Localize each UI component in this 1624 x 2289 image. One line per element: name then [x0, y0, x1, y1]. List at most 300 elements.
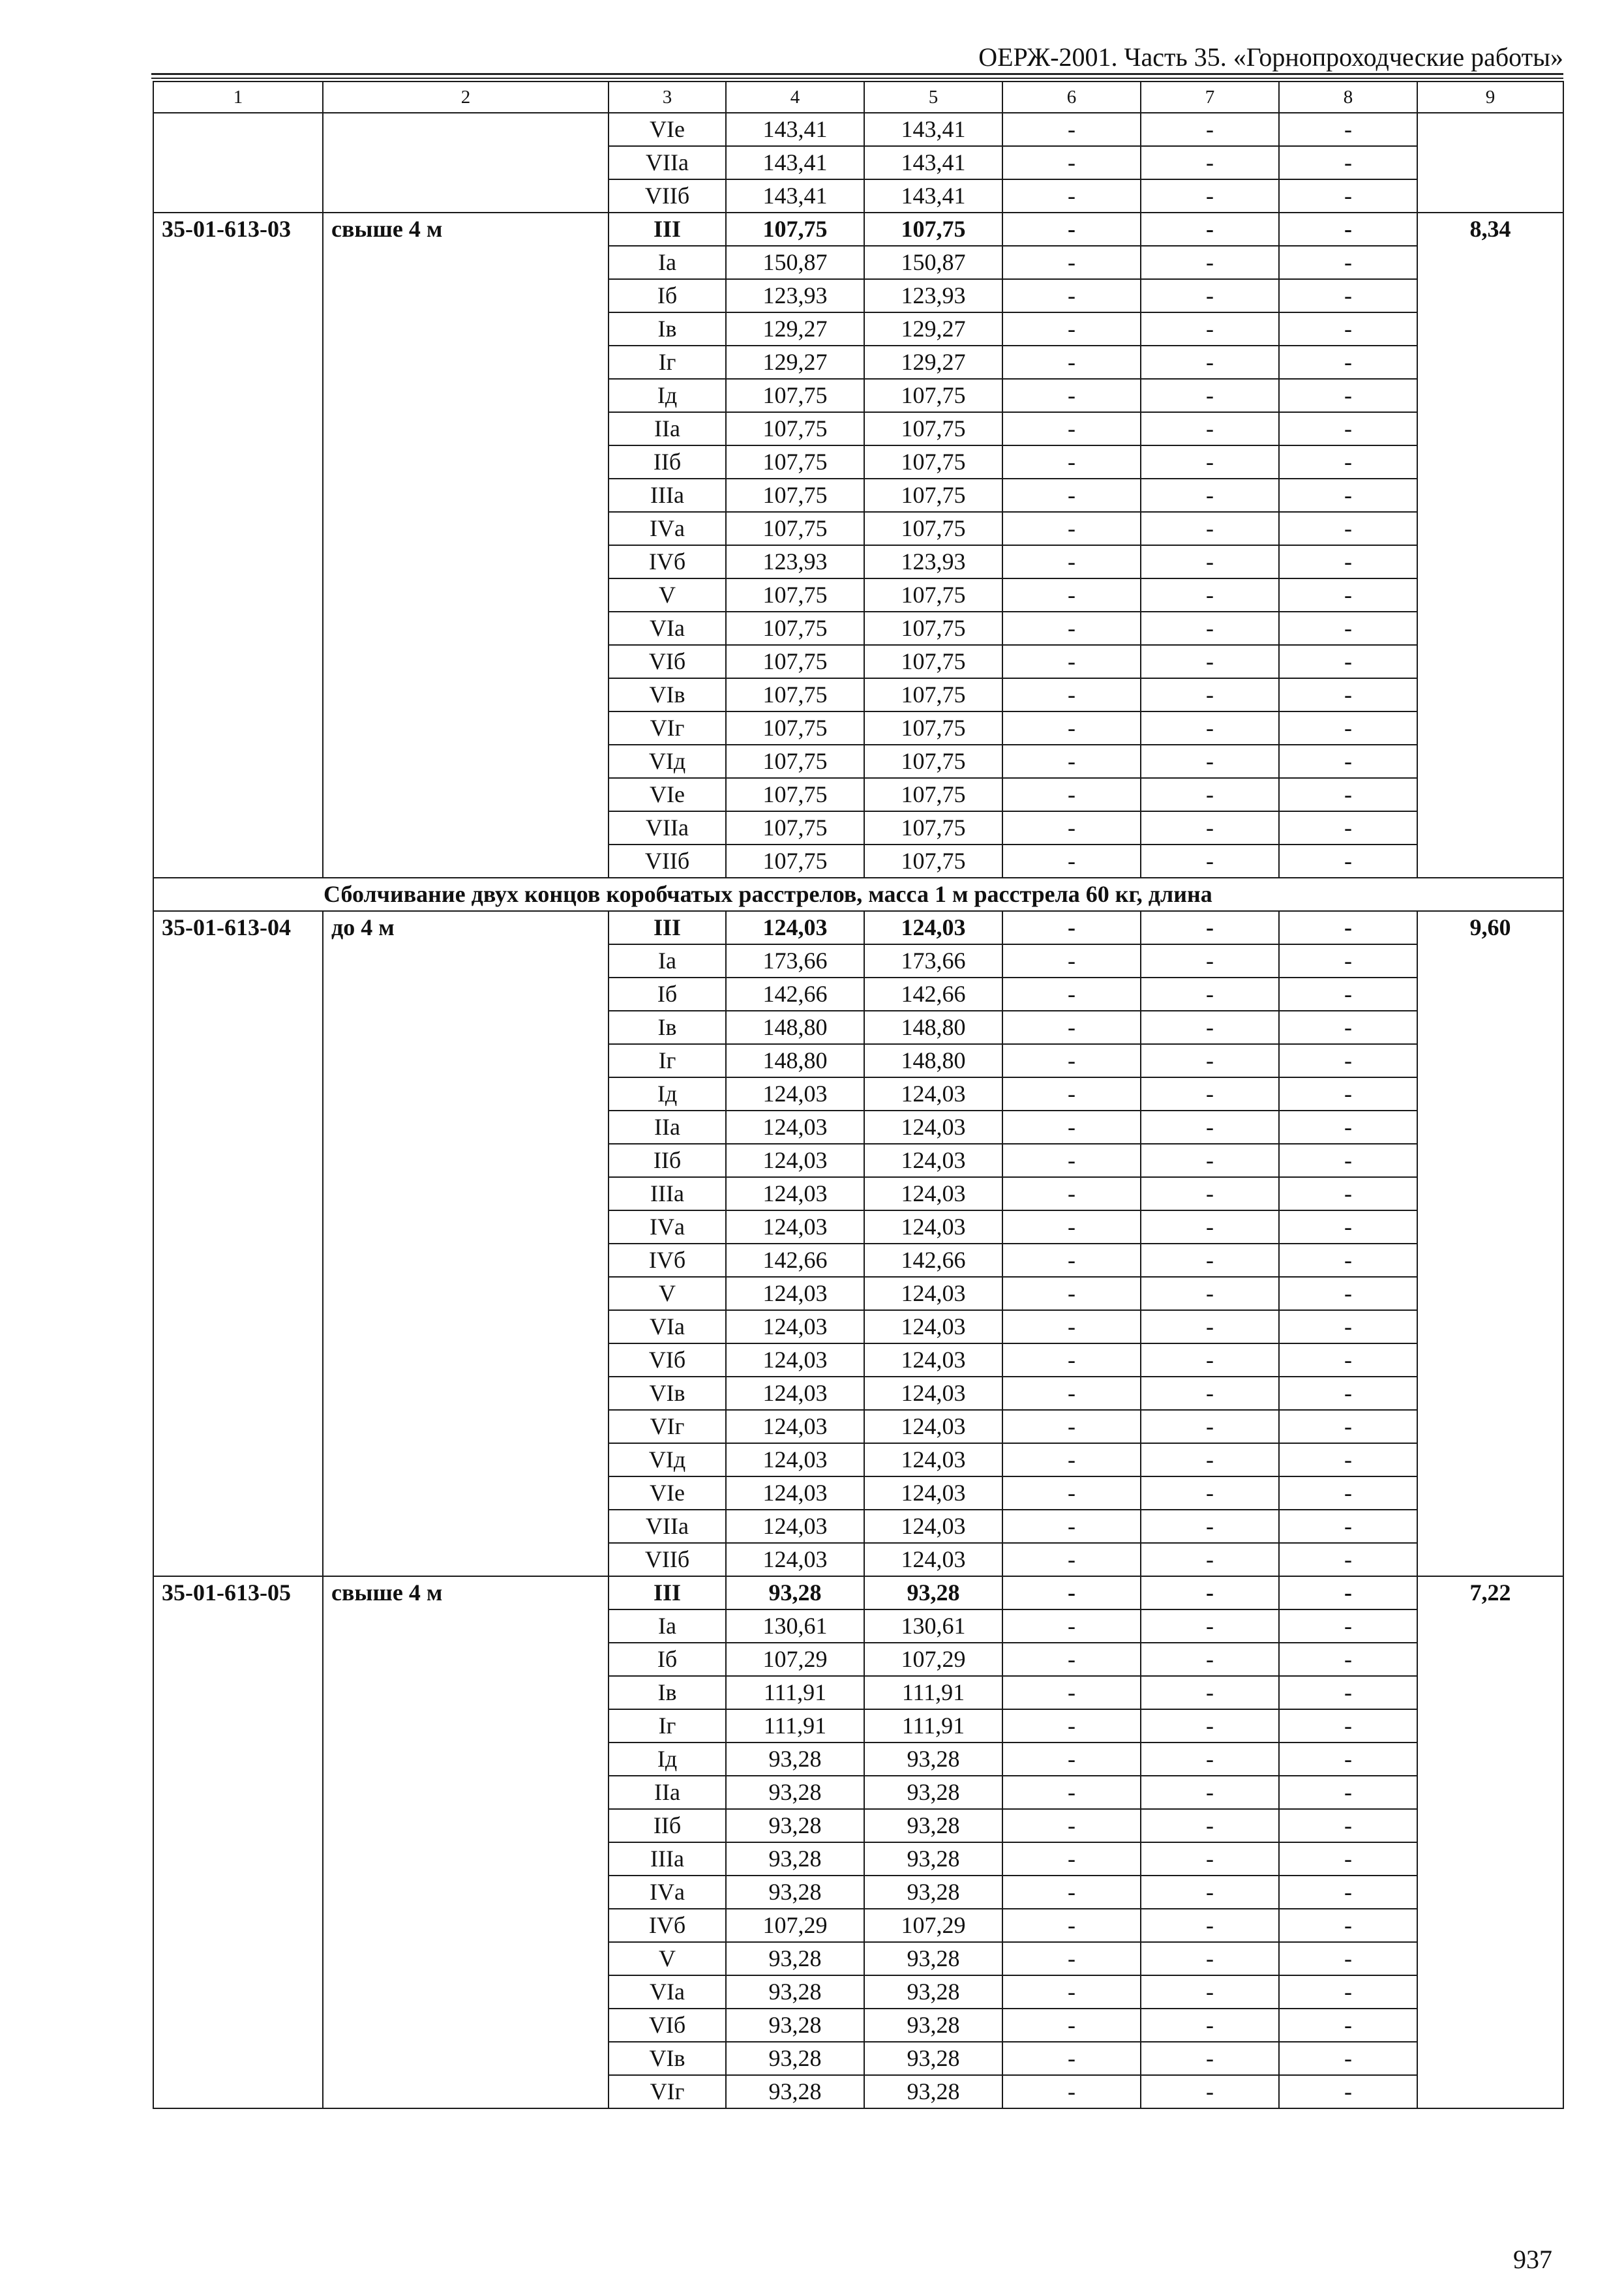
value-cell-6: - [1002, 246, 1141, 279]
value-cell-6: - [1002, 412, 1141, 445]
value-cell-7: - [1141, 1842, 1279, 1876]
value-cell-8: - [1279, 179, 1417, 213]
grade-cell: VIб [609, 2009, 726, 2042]
value-cell-6: - [1002, 845, 1141, 878]
value-cell-8: - [1279, 612, 1417, 645]
grade-cell: Iб [609, 279, 726, 312]
value-cell-8: - [1279, 1443, 1417, 1476]
value-cell-8: - [1279, 978, 1417, 1011]
column-number: 2 [323, 82, 609, 113]
value-cell-8: - [1279, 578, 1417, 612]
grade-cell: Iв [609, 1676, 726, 1709]
value-cell-4: 107,75 [726, 645, 864, 678]
grade-cell: IIIа [609, 1842, 726, 1876]
value-cell-5: 93,28 [864, 1576, 1002, 1609]
value-cell-5: 107,75 [864, 811, 1002, 845]
grade-cell: IIIа [609, 479, 726, 512]
value-cell-6: - [1002, 1077, 1141, 1111]
value-cell-6: - [1002, 1609, 1141, 1643]
value-cell-4: 124,03 [726, 1177, 864, 1210]
value-cell-5: 124,03 [864, 1210, 1002, 1244]
value-cell-6: - [1002, 1709, 1141, 1743]
value-cell-8: - [1279, 246, 1417, 279]
value-cell-5: 111,91 [864, 1676, 1002, 1709]
grade-cell: Iг [609, 1044, 726, 1077]
value-cell-8: - [1279, 1543, 1417, 1576]
grade-cell: IVа [609, 1210, 726, 1244]
value-cell-7: - [1141, 1709, 1279, 1743]
value-cell-5: 93,28 [864, 1876, 1002, 1909]
value-cell-4: 173,66 [726, 944, 864, 978]
grade-cell: III [609, 911, 726, 944]
value-cell-8: - [1279, 1776, 1417, 1809]
grade-cell: VIб [609, 1343, 726, 1377]
value-cell-6: - [1002, 578, 1141, 612]
value-cell-5: 93,28 [864, 2075, 1002, 2108]
grade-cell: VIв [609, 678, 726, 711]
value-cell-8: - [1279, 1975, 1417, 2009]
grade-cell: VIв [609, 2042, 726, 2075]
item-code: 35-01-613-04 [153, 911, 323, 1576]
value-cell-8: - [1279, 312, 1417, 346]
value-cell-7: - [1141, 1543, 1279, 1576]
value-cell-5: 107,75 [864, 213, 1002, 246]
value-cell-6: - [1002, 978, 1141, 1011]
value-cell-8: - [1279, 2075, 1417, 2108]
value-cell-4: 142,66 [726, 1244, 864, 1277]
value-cell-4: 107,75 [726, 745, 864, 778]
value-cell-7: - [1141, 1876, 1279, 1909]
value-cell-8: - [1279, 1942, 1417, 1975]
value-cell-6: - [1002, 1776, 1141, 1809]
value-cell-4: 93,28 [726, 1975, 864, 2009]
value-cell-6: - [1002, 1476, 1141, 1510]
value-cell-4: 124,03 [726, 1476, 864, 1510]
value-cell-7: - [1141, 1776, 1279, 1809]
value-cell-5: 143,41 [864, 179, 1002, 213]
value-cell-4: 107,75 [726, 578, 864, 612]
value-cell-7: - [1141, 1443, 1279, 1476]
value-cell-7: - [1141, 1111, 1279, 1144]
value-cell-5: 93,28 [864, 1942, 1002, 1975]
value-cell-4: 107,75 [726, 213, 864, 246]
value-cell-6: - [1002, 2009, 1141, 2042]
grade-cell: VIа [609, 612, 726, 645]
value-cell-8: - [1279, 1476, 1417, 1510]
value-cell-5: 107,29 [864, 1643, 1002, 1676]
value-cell-5: 124,03 [864, 1177, 1002, 1210]
value-cell-5: 93,28 [864, 1975, 1002, 2009]
value-cell-8: - [1279, 279, 1417, 312]
value-cell-6: - [1002, 445, 1141, 479]
value-cell-5: 142,66 [864, 1244, 1002, 1277]
item-description: свыше 4 м [323, 213, 609, 878]
value-cell-4: 107,75 [726, 778, 864, 811]
value-cell-6: - [1002, 312, 1141, 346]
value-cell-8: - [1279, 2009, 1417, 2042]
value-cell-7: - [1141, 811, 1279, 845]
value-cell-5: 173,66 [864, 944, 1002, 978]
grade-cell: Iд [609, 1743, 726, 1776]
value-cell-4: 124,03 [726, 1277, 864, 1310]
value-cell-6: - [1002, 545, 1141, 578]
value-cell-5: 107,75 [864, 711, 1002, 745]
value-cell-5: 107,75 [864, 612, 1002, 645]
value-cell-7: - [1141, 1177, 1279, 1210]
value-cell-8: - [1279, 1876, 1417, 1909]
value-cell-5: 93,28 [864, 1842, 1002, 1876]
value-cell-4: 124,03 [726, 1111, 864, 1144]
value-cell-8: - [1279, 479, 1417, 512]
value-cell-8: - [1279, 545, 1417, 578]
column-number: 1 [153, 82, 323, 113]
value-cell-8: - [1279, 1177, 1417, 1210]
value-cell-6: - [1002, 645, 1141, 678]
grade-cell: VIе [609, 778, 726, 811]
table-row [153, 113, 1563, 146]
grade-cell: VIIа [609, 811, 726, 845]
value-cell-4: 124,03 [726, 1343, 864, 1377]
grade-cell: VIе [609, 113, 726, 146]
value-cell-4: 124,03 [726, 1410, 864, 1443]
value-cell-8: - [1279, 1909, 1417, 1942]
grade-cell: VIв [609, 1377, 726, 1410]
grade-cell: VIIа [609, 1510, 726, 1543]
value-cell-5: 129,27 [864, 346, 1002, 379]
value-cell-5: 123,93 [864, 545, 1002, 578]
value-cell-8: - [1279, 1743, 1417, 1776]
value-cell-4: 93,28 [726, 1876, 864, 1909]
item-code [153, 113, 323, 213]
value-cell-9: 7,22 [1417, 1576, 1563, 2108]
value-cell-6: - [1002, 745, 1141, 778]
value-cell-4: 124,03 [726, 1377, 864, 1410]
value-cell-6: - [1002, 2075, 1141, 2108]
value-cell-4: 107,75 [726, 845, 864, 878]
value-cell-7: - [1141, 1310, 1279, 1343]
value-cell-7: - [1141, 711, 1279, 745]
column-number: 5 [864, 82, 1002, 113]
value-cell-7: - [1141, 1510, 1279, 1543]
header-rule [151, 73, 1563, 75]
grade-cell: IIа [609, 412, 726, 445]
value-cell-5: 107,75 [864, 578, 1002, 612]
item-description [323, 113, 609, 213]
value-cell-8: - [1279, 1343, 1417, 1377]
value-cell-6: - [1002, 612, 1141, 645]
value-cell-4: 111,91 [726, 1676, 864, 1709]
value-cell-5: 93,28 [864, 1743, 1002, 1776]
value-cell-8: - [1279, 1709, 1417, 1743]
value-cell-4: 123,93 [726, 279, 864, 312]
grade-cell: VIг [609, 711, 726, 745]
value-cell-5: 124,03 [864, 1310, 1002, 1343]
value-cell-7: - [1141, 2009, 1279, 2042]
value-cell-5: 107,75 [864, 778, 1002, 811]
value-cell-7: - [1141, 845, 1279, 878]
value-cell-6: - [1002, 2042, 1141, 2075]
value-cell-6: - [1002, 1377, 1141, 1410]
value-cell-8: - [1279, 1809, 1417, 1842]
value-cell-7: - [1141, 778, 1279, 811]
value-cell-7: - [1141, 612, 1279, 645]
value-cell-4: 129,27 [726, 312, 864, 346]
grade-cell: VIIа [609, 146, 726, 179]
value-cell-7: - [1141, 978, 1279, 1011]
value-cell-7: - [1141, 479, 1279, 512]
value-cell-6: - [1002, 1011, 1141, 1044]
value-cell-4: 124,03 [726, 1210, 864, 1244]
value-cell-6: - [1002, 1809, 1141, 1842]
value-cell-6: - [1002, 1643, 1141, 1676]
value-cell-6: - [1002, 1909, 1141, 1942]
value-cell-8: - [1279, 213, 1417, 246]
value-cell-4: 124,03 [726, 1077, 864, 1111]
grade-cell: Iд [609, 1077, 726, 1111]
value-cell-7: - [1141, 1743, 1279, 1776]
grade-cell: V [609, 578, 726, 612]
grade-cell: IIа [609, 1111, 726, 1144]
value-cell-8: - [1279, 1676, 1417, 1709]
value-cell-5: 124,03 [864, 1343, 1002, 1377]
value-cell-6: - [1002, 1177, 1141, 1210]
value-cell-8: - [1279, 2042, 1417, 2075]
value-cell-7: - [1141, 1277, 1279, 1310]
value-cell-8: - [1279, 512, 1417, 545]
value-cell-7: - [1141, 645, 1279, 678]
value-cell-8: - [1279, 1410, 1417, 1443]
value-cell-8: - [1279, 445, 1417, 479]
value-cell-4: 124,03 [726, 1443, 864, 1476]
grade-cell: Iг [609, 346, 726, 379]
header-rule-secondary [151, 78, 1563, 79]
value-cell-5: 93,28 [864, 1776, 1002, 1809]
column-number: 9 [1417, 82, 1563, 113]
value-cell-7: - [1141, 2075, 1279, 2108]
grade-cell: VIд [609, 745, 726, 778]
value-cell-4: 130,61 [726, 1609, 864, 1643]
value-cell-6: - [1002, 778, 1141, 811]
value-cell-6: - [1002, 1410, 1141, 1443]
value-cell-4: 107,75 [726, 479, 864, 512]
value-cell-4: 143,41 [726, 179, 864, 213]
value-cell-5: 150,87 [864, 246, 1002, 279]
value-cell-5: 93,28 [864, 2042, 1002, 2075]
value-cell-8: - [1279, 1842, 1417, 1876]
item-description: свыше 4 м [323, 1576, 609, 2108]
value-cell-8: - [1279, 1510, 1417, 1543]
value-cell-6: - [1002, 1244, 1141, 1277]
value-cell-6: - [1002, 1310, 1141, 1343]
value-cell-5: 107,75 [864, 445, 1002, 479]
grade-cell: Iа [609, 944, 726, 978]
value-cell-8: - [1279, 745, 1417, 778]
value-cell-8: - [1279, 346, 1417, 379]
value-cell-8: - [1279, 645, 1417, 678]
value-cell-8: - [1279, 1011, 1417, 1044]
grade-cell: IVб [609, 1909, 726, 1942]
value-cell-6: - [1002, 146, 1141, 179]
table-row [153, 1576, 1563, 1609]
value-cell-6: - [1002, 512, 1141, 545]
value-cell-8: - [1279, 1609, 1417, 1643]
grade-cell: VIIб [609, 179, 726, 213]
grade-cell: VIе [609, 1476, 726, 1510]
value-cell-5: 93,28 [864, 2009, 1002, 2042]
value-cell-8: - [1279, 811, 1417, 845]
value-cell-8: - [1279, 1310, 1417, 1343]
value-cell-6: - [1002, 1876, 1141, 1909]
value-cell-4: 124,03 [726, 1310, 864, 1343]
value-cell-4: 124,03 [726, 1144, 864, 1177]
value-cell-6: - [1002, 1044, 1141, 1077]
value-cell-7: - [1141, 1476, 1279, 1510]
value-cell-5: 107,75 [864, 745, 1002, 778]
value-cell-6: - [1002, 213, 1141, 246]
grade-cell: IIб [609, 1144, 726, 1177]
value-cell-4: 107,75 [726, 412, 864, 445]
grade-cell: Iа [609, 246, 726, 279]
grade-cell: VIIб [609, 845, 726, 878]
value-cell-5: 107,75 [864, 645, 1002, 678]
value-cell-4: 93,28 [726, 1776, 864, 1809]
value-cell-5: 124,03 [864, 1377, 1002, 1410]
value-cell-7: - [1141, 1077, 1279, 1111]
item-description: до 4 м [323, 911, 609, 1576]
grade-cell: VIб [609, 645, 726, 678]
value-cell-7: - [1141, 2042, 1279, 2075]
value-cell-5: 129,27 [864, 312, 1002, 346]
value-cell-5: 143,41 [864, 113, 1002, 146]
column-number: 4 [726, 82, 864, 113]
value-cell-7: - [1141, 1044, 1279, 1077]
value-cell-6: - [1002, 811, 1141, 845]
value-cell-4: 107,29 [726, 1909, 864, 1942]
grade-cell: VIа [609, 1975, 726, 2009]
value-cell-6: - [1002, 379, 1141, 412]
value-cell-7: - [1141, 1377, 1279, 1410]
grade-cell: VIа [609, 1310, 726, 1343]
value-cell-6: - [1002, 179, 1141, 213]
value-cell-6: - [1002, 1111, 1141, 1144]
value-cell-4: 129,27 [726, 346, 864, 379]
value-cell-8: - [1279, 944, 1417, 978]
table-row [153, 213, 1563, 246]
value-cell-5: 107,75 [864, 678, 1002, 711]
value-cell-7: - [1141, 1942, 1279, 1975]
value-cell-7: - [1141, 1244, 1279, 1277]
value-cell-8: - [1279, 1144, 1417, 1177]
value-cell-8: - [1279, 1210, 1417, 1244]
value-cell-4: 148,80 [726, 1044, 864, 1077]
value-cell-5: 124,03 [864, 1277, 1002, 1310]
value-cell-5: 124,03 [864, 1510, 1002, 1543]
value-cell-7: - [1141, 745, 1279, 778]
value-cell-7: - [1141, 246, 1279, 279]
value-cell-7: - [1141, 545, 1279, 578]
value-cell-6: - [1002, 1743, 1141, 1776]
value-cell-7: - [1141, 1609, 1279, 1643]
value-cell-6: - [1002, 1510, 1141, 1543]
grade-cell: V [609, 1942, 726, 1975]
table-body [153, 82, 1563, 2108]
value-cell-7: - [1141, 1676, 1279, 1709]
value-cell-8: - [1279, 1111, 1417, 1144]
value-cell-4: 93,28 [726, 1743, 864, 1776]
value-cell-7: - [1141, 1011, 1279, 1044]
value-cell-4: 107,75 [726, 379, 864, 412]
section-title: Сболчивание двух концов коробчатых расстрелов, масса 1 м расстрела 60 кг, длина [153, 878, 1563, 911]
value-cell-5: 107,29 [864, 1909, 1002, 1942]
grade-cell: Iв [609, 312, 726, 346]
grade-cell: IVб [609, 545, 726, 578]
value-cell-7: - [1141, 578, 1279, 612]
value-cell-4: 93,28 [726, 1842, 864, 1876]
value-cell-7: - [1141, 1410, 1279, 1443]
value-cell-5: 107,75 [864, 479, 1002, 512]
value-cell-6: - [1002, 944, 1141, 978]
grade-cell: Iб [609, 978, 726, 1011]
value-cell-8: - [1279, 412, 1417, 445]
value-cell-6: - [1002, 1144, 1141, 1177]
value-cell-9 [1417, 113, 1563, 213]
grade-cell: IIа [609, 1776, 726, 1809]
value-cell-6: - [1002, 711, 1141, 745]
grade-cell: V [609, 1277, 726, 1310]
value-cell-7: - [1141, 379, 1279, 412]
value-cell-8: - [1279, 113, 1417, 146]
value-cell-6: - [1002, 113, 1141, 146]
value-cell-7: - [1141, 279, 1279, 312]
value-cell-5: 142,66 [864, 978, 1002, 1011]
value-cell-6: - [1002, 479, 1141, 512]
grade-cell: IVб [609, 1244, 726, 1277]
value-cell-6: - [1002, 1676, 1141, 1709]
value-cell-4: 124,03 [726, 911, 864, 944]
grade-cell: IIб [609, 1809, 726, 1842]
value-cell-9: 9,60 [1417, 911, 1563, 1576]
value-cell-8: - [1279, 146, 1417, 179]
value-cell-8: - [1279, 911, 1417, 944]
value-cell-7: - [1141, 1909, 1279, 1942]
value-cell-9: 8,34 [1417, 213, 1563, 878]
value-cell-4: 111,91 [726, 1709, 864, 1743]
value-cell-6: - [1002, 911, 1141, 944]
value-cell-4: 107,75 [726, 711, 864, 745]
value-cell-6: - [1002, 1277, 1141, 1310]
value-cell-4: 124,03 [726, 1543, 864, 1576]
value-cell-6: - [1002, 279, 1141, 312]
value-cell-7: - [1141, 179, 1279, 213]
value-cell-6: - [1002, 1842, 1141, 1876]
column-number: 7 [1141, 82, 1279, 113]
value-cell-5: 143,41 [864, 146, 1002, 179]
value-cell-8: - [1279, 711, 1417, 745]
value-cell-4: 123,93 [726, 545, 864, 578]
value-cell-4: 142,66 [726, 978, 864, 1011]
value-cell-7: - [1141, 1210, 1279, 1244]
page-number: 937 [1513, 2245, 1552, 2274]
value-cell-7: - [1141, 213, 1279, 246]
value-cell-5: 124,03 [864, 1443, 1002, 1476]
value-cell-5: 148,80 [864, 1011, 1002, 1044]
value-cell-8: - [1279, 1244, 1417, 1277]
value-cell-4: 107,29 [726, 1643, 864, 1676]
table-row [153, 911, 1563, 944]
column-number: 3 [609, 82, 726, 113]
grade-cell: IIб [609, 445, 726, 479]
grade-cell: VIд [609, 1443, 726, 1476]
